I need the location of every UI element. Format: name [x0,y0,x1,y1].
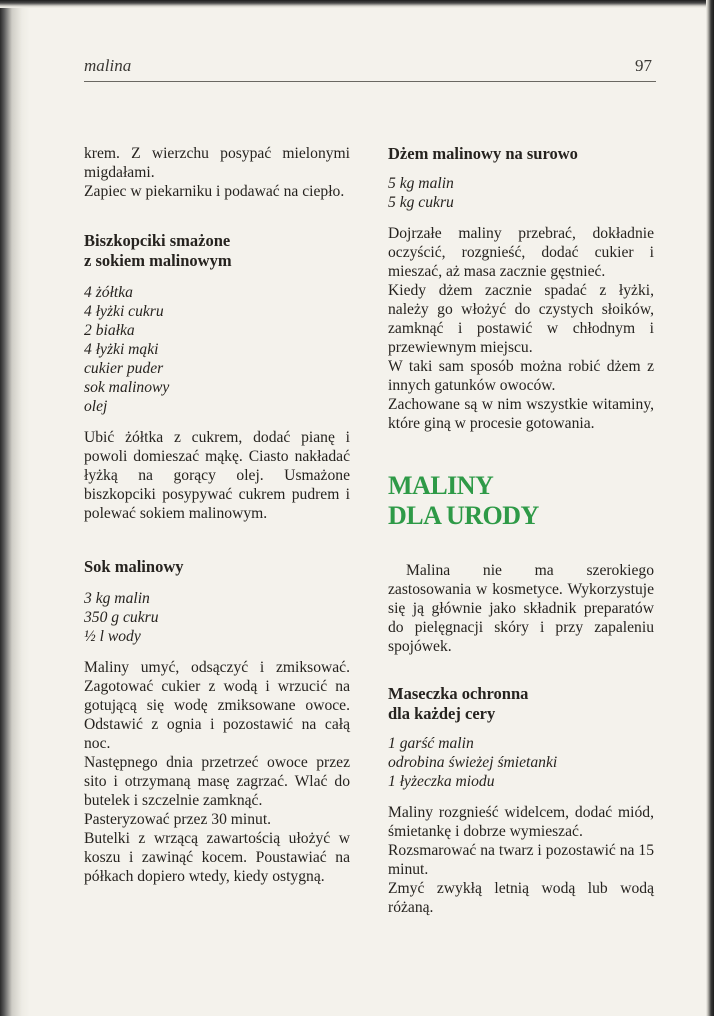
recipe-title-line: z sokiem malinowym [84,251,232,270]
ingredient-list [84,589,350,646]
ingredient: odrobina świeżej śmietanki [388,754,558,771]
ingredient-list [388,734,654,791]
recipe-title: Sok malinowy [84,557,184,576]
section-title [388,471,654,531]
recipe-title [84,231,350,271]
page-top-shadow [0,0,714,8]
header-rule [84,81,656,82]
recipe-paragraph: Maliny umyć, odsączyć i zmiksować. Zagotować cukier z wodą i wrzucić na gotującą się wodę zmiksowane owoce. Odstawić z ognia i pozostawić na całą noc. [84,659,350,752]
right-column [388,144,654,917]
ingredient: 1 garść malin [388,735,474,752]
recipe-paragraph: Butelki z wrzącą zawartością ułożyć w koszu i zawinąć kocem. Poustawiać na półkach dopiero wtedy, kiedy ostygną. [84,830,350,885]
recipe-paragraph: Pasteryzować przez 30 minut. [84,811,272,828]
ingredient: 350 g cukru [84,609,159,626]
recipe-title: Dżem malinowy na surowo [388,144,578,163]
ingredient: ½ l wody [84,628,141,645]
recipe-paragraph: Następnego dnia przetrzeć owoce przez sito i otrzymaną masę zagrzać. Wlać do butelek i szczelnie zamknąć. [84,754,350,809]
ingredient-list [84,283,350,416]
running-title: malina [84,56,132,75]
section-intro: Malina nie ma szerokiego zastosowania w kosmetyce. Wykorzystuje się ją głównie jako składnik preparatów do pielęgnacji skóry i przy zapaleniu spojówek. [388,562,654,655]
ingredient: 5 kg cukru [388,194,454,211]
ingredient: cukier puder [84,360,164,377]
intro-paragraph: Zapiec w piekarniku i podawać na ciepło. [84,183,345,200]
recipe-paragraph: Kiedy dżem zacznie spadać z łyżki, należy go włożyć do czystych słoików, zamknąć i postawić w chłodnym i przewiewnym miejscu. [388,282,654,356]
recipe-title [388,684,654,724]
ingredient: 4 łyżki mąki [84,341,159,358]
ingredient: 3 kg malin [84,590,150,607]
recipe-paragraph: Maliny rozgnieść widelcem, dodać miód, śmietankę i dobrze wymieszać. [388,804,654,840]
ingredient: 4 łyżki cukru [84,303,164,320]
ingredient: 1 łyżeczka miodu [388,773,495,790]
ingredient: 5 kg malin [388,175,454,192]
recipe-title-line: dla każdej cery [388,704,496,723]
recipe-paragraph: Rozsmarować na twarz i pozostawić na 15 minut. [388,842,654,878]
page-number: 97 [635,56,652,75]
recipe-paragraph: Zachowane są w nim wszystkie witaminy, które giną w procesie gotowania. [388,396,654,432]
recipe-instructions: Ubić żółtka z cukrem, dodać pianę i powoli domieszać mąkę. Ciasto nakładać łyżką na gorący olej. Usmażone biszkopciki posypywać cukrem pudrem i polewać sokiem malinowym. [84,429,350,522]
section-title-line: MALINY [388,471,494,500]
left-column [84,144,350,886]
recipe-title-line: Maseczka ochronna [388,684,529,703]
page-header [84,56,656,82]
ingredient: sok malinowy [84,379,170,396]
ingredient: olej [84,398,108,415]
ingredient: 4 żółtka [84,284,133,301]
page-binding-shadow [0,0,30,1016]
recipe-paragraph: Zmyć zwykłą letnią wodą lub wodą różaną. [388,880,654,916]
page-right-shadow [706,0,714,1016]
ingredient: 2 białka [84,322,135,339]
recipe-title-line: Biszkopciki smażone [84,231,231,250]
section-title-line: DLA URODY [388,501,539,530]
recipe-paragraph: Dojrzałe maliny przebrać, dokładnie oczyścić, rozgnieść, dodać cukier i mieszać, aż masa zacznie gęstnieć. [388,225,654,280]
recipe-paragraph: W taki sam sposób można robić dżem z innych gatunków owoców. [388,358,654,394]
ingredient-list [388,174,654,212]
intro-paragraph: krem. Z wierzchu posypać mielonymi migdałami. [84,145,350,181]
